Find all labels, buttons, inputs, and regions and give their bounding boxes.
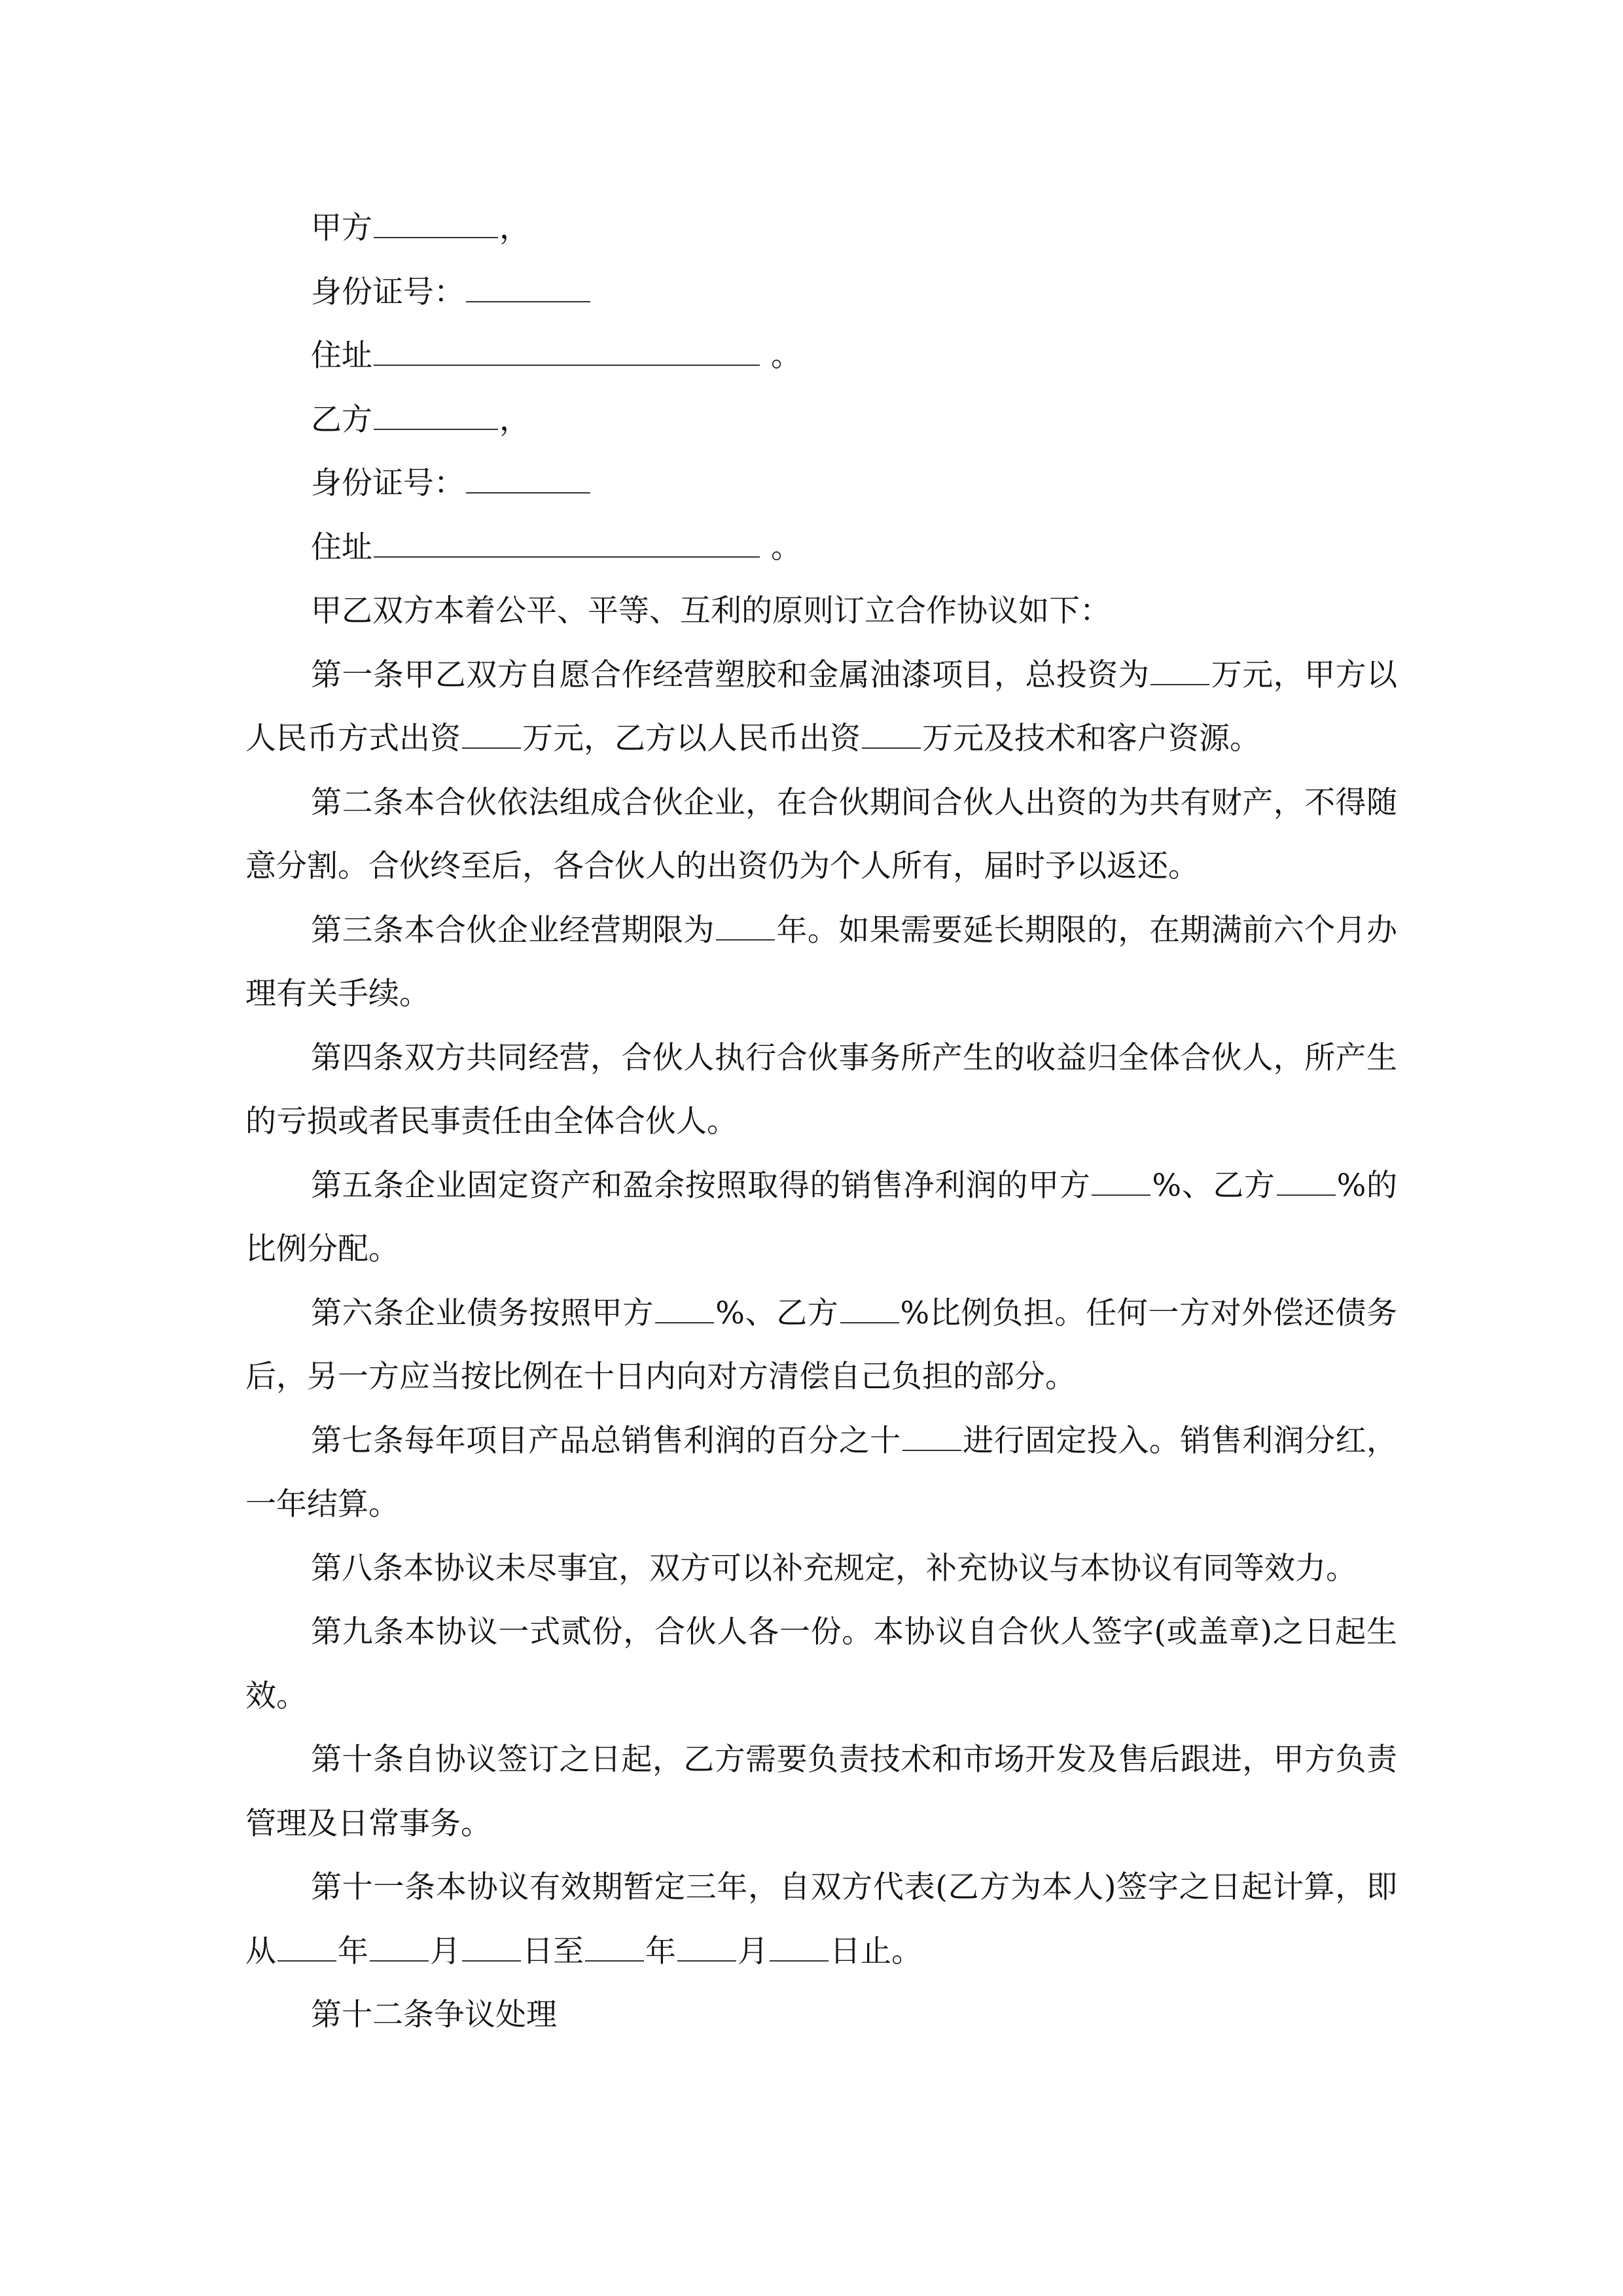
start-year-blank (277, 1938, 336, 1962)
article-12: 第十二条争议处理 (311, 1997, 557, 2033)
article-8: 第八条本协议未尽事宜，双方可以补充规定，补充协议与本协议有同等效力。 (311, 1550, 1357, 1587)
end-month-blank (677, 1938, 736, 1962)
party-a-address-suffix: 。 (770, 338, 802, 374)
article-2: 第二条本合伙依法组成合伙企业，在合伙期间合伙人出资的为共有财产，不得随意分割。合伙终至后，各合伙人的出资仍为个人所有，届时予以返还。 (245, 784, 1397, 884)
party-a-investment-blank (462, 725, 521, 749)
article-3 (245, 899, 1397, 1026)
article-10: 第十条自协议签订之日起，乙方需要负责技术和市场开发及售后跟进，甲方负责管理及日常事务。 (245, 1742, 1397, 1842)
article-5-text-1: 第五条企业固定资产和盈余按照取得的销售净利润的甲方 (311, 1167, 1091, 1204)
end-month-label: 月 (738, 1933, 768, 1969)
article-6-text-3: %比例负担。任何一方对外偿还债务后，另一方应当按比例在十日内向对方清偿自己负担的部分。 (245, 1295, 1397, 1395)
party-a-address-blank (374, 342, 760, 366)
article-1-text-3: 万元，乙方以人民币出资 (522, 721, 861, 757)
party-a-name-blank (374, 215, 498, 238)
debt-share-b-blank (840, 1300, 899, 1323)
article-1 (245, 643, 1397, 771)
start-month-blank (370, 1938, 429, 1962)
profit-share-b-blank (1277, 1172, 1336, 1196)
end-year-blank (585, 1938, 644, 1962)
party-b-address-line (245, 516, 1397, 580)
party-a-id-line (245, 260, 1397, 325)
article-11 (245, 1856, 1397, 1983)
fixed-investment-blank (902, 1427, 961, 1451)
start-year-label: 年 (338, 1933, 368, 1969)
article-4: 第四条双方共同经营，合伙人执行合伙事务所产生的收益归全体合伙人，所产生的亏损或者民事责任由全体合伙人。 (245, 1039, 1397, 1139)
party-a-id-label: 身份证号： (311, 274, 465, 310)
party-b-name-suffix: ， (499, 401, 530, 438)
party-b-id-blank (466, 470, 590, 493)
end-day-blank (770, 1938, 829, 1962)
party-b-id-line (245, 452, 1397, 516)
article-5-text-3: %的比例分配。 (245, 1167, 1397, 1267)
article-5-text-2: %、乙方 (1152, 1167, 1275, 1204)
intro-paragraph: 甲乙双方本着公平、平等、互利的原则订立合作协议如下： (311, 593, 1111, 629)
party-b-investment-blank (862, 725, 921, 749)
article-6-text-1: 第六条企业债务按照甲方 (311, 1295, 654, 1331)
term-years-blank (716, 917, 775, 941)
article-7-text-1: 第七条每年项目产品总销售利润的百分之十 (311, 1422, 901, 1459)
article-1-text-1: 第一条甲乙双方自愿合作经营塑胶和金属油漆项目，总投资为 (311, 656, 1150, 693)
debt-share-a-blank (655, 1300, 714, 1323)
party-a-name-line (245, 196, 1397, 260)
article-6 (245, 1282, 1397, 1409)
party-b-address-suffix: 。 (770, 529, 802, 565)
party-a-name-suffix: ， (499, 210, 530, 246)
party-b-name-line (245, 388, 1397, 452)
party-b-address-label: 住址 (311, 529, 372, 565)
party-b-name-blank (374, 406, 498, 430)
article-5 (245, 1154, 1397, 1282)
end-year-label: 年 (645, 1933, 676, 1969)
party-a-id-blank (466, 279, 590, 302)
start-day-label: 日至 (522, 1933, 584, 1969)
party-a-address-label: 住址 (311, 338, 372, 374)
agreement-document (245, 196, 1397, 2047)
party-b-name-label: 乙方 (311, 401, 372, 438)
start-day-blank (462, 1938, 521, 1962)
article-7 (245, 1409, 1397, 1537)
party-a-address-line (245, 324, 1397, 388)
article-6-text-2: %、乙方 (715, 1295, 839, 1331)
profit-share-a-blank (1092, 1172, 1150, 1196)
article-11-text-1: 第十一条本协议有效期暂定三年，自双方代表(乙方为本人)签字之日起计算，即从 (245, 1869, 1397, 1969)
article-1-text-4: 万元及技术和客户资源。 (922, 721, 1260, 757)
article-1-text-2: 万元，甲方以人民币方式出资 (245, 656, 1398, 757)
party-b-address-blank (374, 534, 760, 558)
article-3-text-2: 年。如果需要延长期限的，在期满前六个月办理有关手续。 (245, 912, 1398, 1012)
article-7-text-2: 进行固定投入。销售利润分红，一年结算。 (245, 1422, 1398, 1522)
end-day-label: 日止。 (830, 1933, 922, 1969)
party-a-name-label: 甲方 (311, 210, 372, 246)
total-investment-blank (1150, 662, 1209, 685)
article-9: 第九条本协议一式贰份，合伙人各一份。本协议自合伙人签字(或盖章)之日起生效。 (245, 1614, 1397, 1714)
start-month-label: 月 (430, 1933, 461, 1969)
article-3-text-1: 第三条本合伙企业经营期限为 (311, 912, 715, 948)
party-b-id-label: 身份证号： (311, 465, 465, 501)
